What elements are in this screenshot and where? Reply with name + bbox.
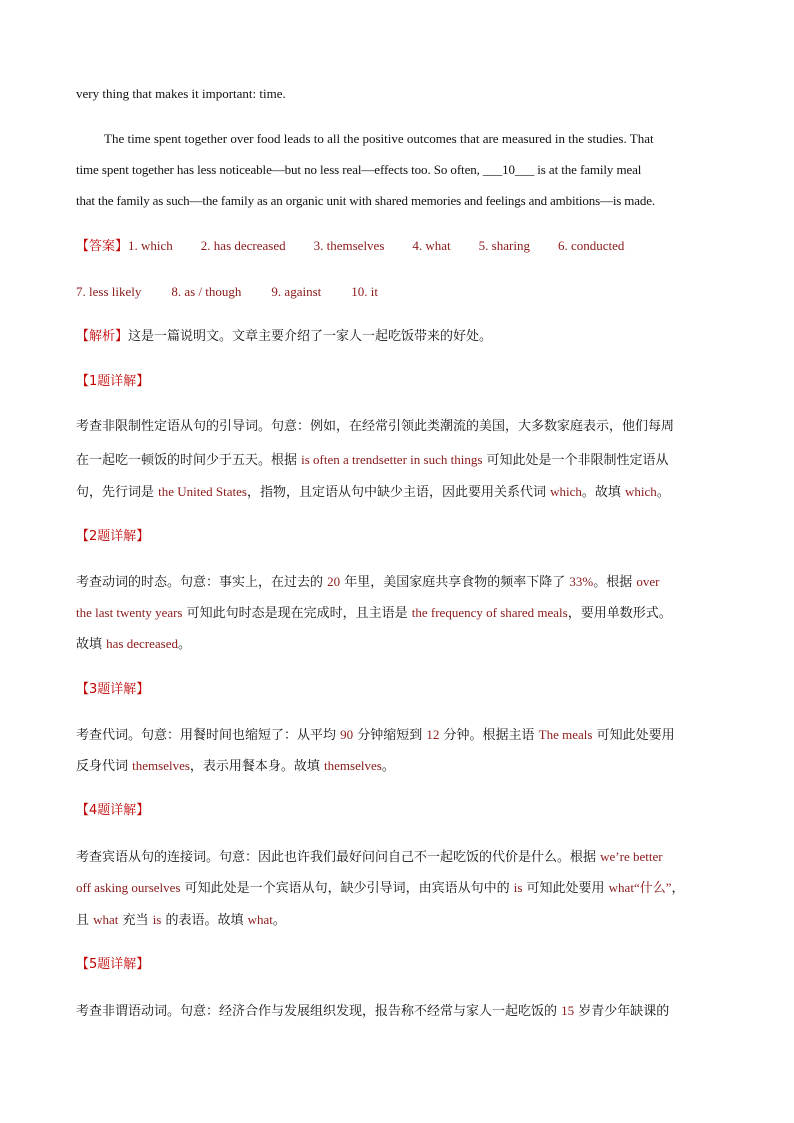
q4-text: 可知此处要用 — [522, 881, 609, 896]
q3-answer: themselves — [324, 758, 382, 773]
q1-text: ，指物，且定语从句中缺少主语，因此要用关系代词 — [246, 485, 551, 500]
q2-line — [76, 636, 191, 653]
q2-heading: 【2题详解】 — [76, 529, 150, 544]
q2-number: 33% — [569, 574, 594, 589]
q3-text: 可知此处要用 — [592, 728, 675, 743]
q2-text: 。 — [177, 637, 191, 652]
q4-quote: we’re better — [600, 849, 663, 864]
q5-number: 15 — [561, 1003, 575, 1018]
q2-number: 20 — [327, 574, 341, 589]
q3-text: ，表示用餐本身。故填 — [189, 759, 325, 774]
passage-line: time spent together has less noticeable—but no less real—effects too. So often, ___10___ is at the family meal — [76, 162, 642, 177]
q3-quote: The meals — [538, 727, 593, 742]
q4-text: 充当 — [118, 913, 153, 928]
q2-text: 故填 — [76, 637, 107, 652]
q2-quote: the last twenty years — [76, 605, 183, 620]
q2-quote: over — [636, 574, 660, 589]
q2-answer: has decreased — [106, 636, 178, 651]
q1-text: 。故填 — [581, 485, 626, 500]
q1-text: 句，先行词是 — [76, 485, 159, 500]
q4-quote: what“什么” — [608, 880, 672, 895]
q4-text: 可知此处是一个宾语从句，缺少引导词，由宾语从句中的 — [180, 881, 514, 896]
q3-line — [76, 758, 395, 775]
q1-line: 考查非限制性定语从句的引导词。句意：例如，在经常引领此类潮流的美国，大多数家庭表示，他们每周 — [76, 419, 675, 434]
q3-line — [76, 727, 675, 744]
q1-answer: which — [550, 484, 582, 499]
q1-line — [76, 484, 670, 501]
q3-text: 分钟缩短到 — [353, 728, 427, 743]
q2-line — [76, 605, 672, 622]
answer-item: 6. conducted — [557, 238, 625, 253]
q4-quote: what — [93, 912, 119, 927]
answer-item: 2. has decreased — [200, 238, 286, 253]
q1-heading: 【1题详解】 — [76, 374, 150, 389]
q1-text: 。 — [656, 485, 670, 500]
q4-text: 的表语。故填 — [161, 913, 248, 928]
q3-text: 。 — [381, 759, 395, 774]
q1-answer: which — [625, 484, 657, 499]
q2-text: 可知此句时态是现在完成时，且主语是 — [182, 606, 412, 621]
q2-quote: the frequency of shared meals — [411, 605, 568, 620]
answer-tag: 【答案】 — [76, 239, 129, 254]
q3-quote: themselves — [132, 758, 190, 773]
q2-text: 。根据 — [593, 575, 637, 590]
q2-text: 考查动词的时态。句意：事实上，在过去的 — [76, 575, 328, 590]
q4-text: 且 — [76, 913, 94, 928]
q2-line — [76, 574, 660, 591]
q1-quote: the United States — [158, 484, 247, 499]
answer-item: 7. less likely — [76, 284, 142, 299]
answer-item: 9. against — [271, 284, 322, 299]
q4-quote: is — [152, 912, 162, 927]
q4-text: ， — [671, 881, 685, 896]
q1-text: 在一起吃一顿饭的时间少于五天。根据 — [76, 453, 302, 468]
analysis-text: 这是一篇说明文。文章主要介绍了一家人一起吃饭带来的好处。 — [128, 329, 493, 344]
answer-row — [76, 284, 378, 300]
answer-item: 3. themselves — [313, 238, 385, 253]
q4-text: 。 — [272, 913, 286, 928]
q3-text: 考查代词。句意：用餐时间也缩短了：从平均 — [76, 728, 341, 743]
q5-line — [76, 1003, 669, 1020]
answer-item: 10. it — [351, 284, 378, 299]
q3-text: 分钟。根据主语 — [439, 728, 539, 743]
q3-number: 90 — [340, 727, 354, 742]
q5-text: 岁青少年缺课的 — [574, 1004, 670, 1019]
q5-text: 考查非谓语动词。句意：经济合作与发展组织发现，报告称不经常与家人一起吃饭的 — [76, 1004, 562, 1019]
q5-heading: 【5题详解】 — [76, 957, 150, 972]
q1-quote: is often a trendsetter in such things — [301, 452, 483, 467]
q3-text: 反身代词 — [76, 759, 133, 774]
passage-line: that the family as such—the family as an organic unit with shared memories and feelings and ambitions—is made. — [76, 193, 655, 208]
q3-number: 12 — [426, 727, 440, 742]
q4-text: 考查宾语从句的连接词。句意：因此也许我们最好问问自己不一起吃饭的代价是什么。根据 — [76, 850, 601, 865]
q4-line — [76, 880, 685, 897]
q2-text: ，要用单数形式。 — [567, 606, 672, 621]
q3-heading: 【3题详解】 — [76, 682, 150, 697]
passage-line: The time spent together over food leads to all the positive outcomes that are measured in the studies. That — [104, 131, 654, 146]
answer-item: 5. sharing — [478, 238, 530, 253]
q4-answer: what — [247, 912, 273, 927]
answer-row — [76, 238, 624, 255]
q4-line — [76, 849, 663, 866]
passage-line: very thing that makes it important: time. — [76, 86, 286, 101]
answer-item: 8. as / though — [171, 284, 242, 299]
q4-quote: is — [513, 880, 523, 895]
q2-text: 年里，美国家庭共享食物的频率下降了 — [340, 575, 570, 590]
analysis-tag: 【解析】 — [76, 329, 129, 344]
analysis-line — [76, 329, 492, 345]
q4-line — [76, 912, 286, 929]
q1-line — [76, 452, 669, 469]
q1-text: 可知此处是一个非限制性定语从 — [482, 453, 669, 468]
answer-item: 4. what — [412, 238, 451, 253]
answer-item: 1. which — [128, 238, 173, 253]
q4-quote: off asking ourselves — [76, 880, 181, 895]
q4-heading: 【4题详解】 — [76, 803, 150, 818]
